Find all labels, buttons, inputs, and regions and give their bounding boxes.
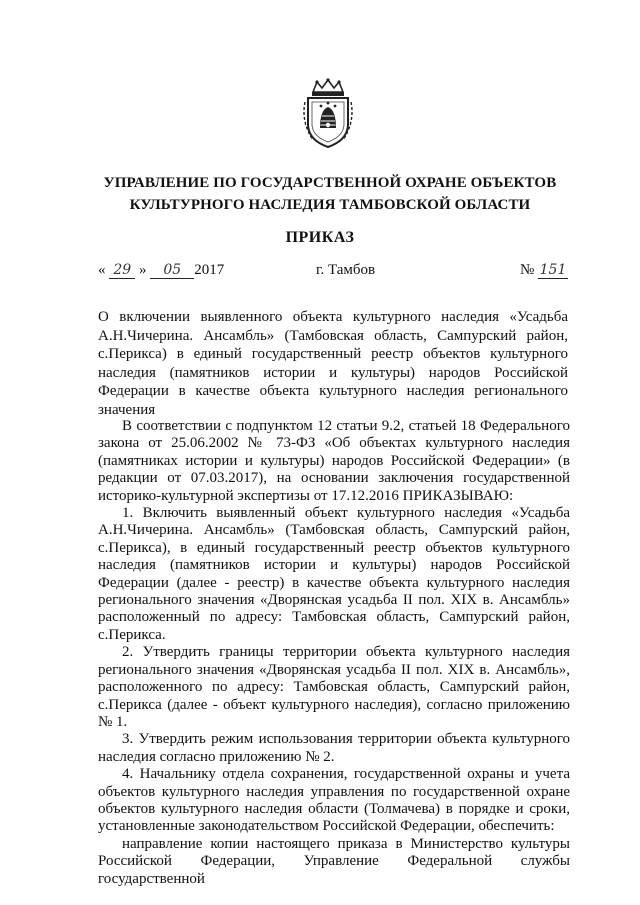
order-body: [98, 418, 570, 888]
body-paragraph: 1. Включить выявленный объект культурного наследия «Усадьба А.Н.Чичерина. Ансамбль» (Тамбовская область, Сампурский район, с.Перикса), в единый государственный реестр объектов культурного наследия (памятников истории и культуры) народов Российской Федерации (далее - реестр) в качестве объекта культурного наследия регионального значения «Дворянская усадьба II пол. XIX в. Ансамбль» расположенный по адресу: Тамбовская область, Сампурский район, с.Перикса.: [98, 505, 570, 643]
order-date: [98, 262, 224, 279]
date-year: 2017: [194, 262, 225, 278]
organization-title: УПРАВЛЕНИЕ ПО ГОСУДАРСТВЕННОЙ ОХРАНЕ ОБЪЕКТОВ КУЛЬТУРНОГО НАСЛЕДИЯ ТАМБОВСКОЙ ОБЛАСТИ: [103, 175, 557, 213]
body-paragraph: В соответствии с подпунктом 12 статьи 9.2, статьей 18 Федерального закона от 25.06.2002 № 73-ФЗ «Об объектах культурного наследия (памятниках истории и культуры) народов Российской Федерации» (в редакции от 07.03.2017), на основании заключения государственной историко-культурной экспертизы от 17.12.2016 ПРИКАЗЫВАЮ:: [98, 418, 570, 504]
number-value: 151: [539, 262, 567, 278]
number-label: №: [519, 262, 535, 278]
city: г. Тамбов: [316, 262, 376, 278]
tambov-coat-of-arms-icon: [299, 78, 357, 150]
document-type-heading: ПРИКАЗ: [285, 229, 355, 246]
order-number: [520, 262, 568, 279]
dateline: [98, 262, 568, 284]
body-paragraph: 3. Утвердить режим использования территории объекта культурного наследия согласно приложению № 2.: [98, 731, 570, 765]
date-month: 05: [150, 262, 194, 279]
date-day: 29: [109, 262, 135, 279]
body-paragraph: 2. Утвердить границы территории объекта культурного наследия регионального значения «Дворянская усадьба II пол. XIX в. Ансамбль», расположенного по адресу: Тамбовская область, Сампурский район, с.Перикса (далее - объект культурного наследия), согласно приложению № 1.: [98, 644, 570, 730]
order-subject: О включении выявленного объекта культурного наследия «Усадьба А.Н.Чичерина. Ансамбль» (Тамбовская область, Сампурский район, с.Перикса) в единый государственный реестр объектов культурного наследия (памятников истории и культуры) народов Российской Федерации в качестве объекта культурного наследия регионального значения: [98, 309, 568, 418]
body-paragraph: 4. Начальнику отдела сохранения, государственной охраны и учета объектов культурного наследия управления по государственной охране объектов культурного наследия области (Толмачева) в порядке и сроки, установленные законодательством Российской Федерации, обеспечить:: [98, 766, 570, 835]
date-close-quote: »: [139, 262, 147, 278]
body-paragraph: направление копии настоящего приказа в Министерство культуры Российской Федерации, Управление Федеральной службы государственной: [98, 835, 570, 887]
date-open-quote: «: [98, 262, 106, 278]
